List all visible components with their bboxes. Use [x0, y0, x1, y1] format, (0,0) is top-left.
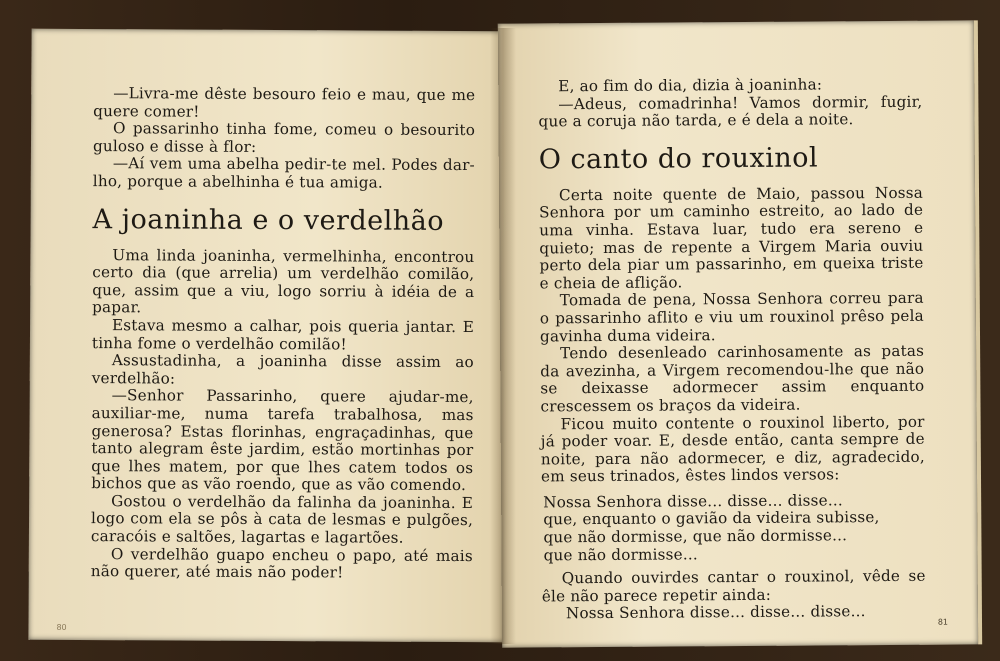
- paragraph: O verdelhão guapo encheu o papo, até mais não querer, até mais não poder!: [90, 544, 473, 582]
- paragraph: Quando ouvirdes cantar o rouxinol, vêde se êle não parece repetir ainda:: [541, 566, 926, 606]
- story-title: O canto do rouxinol: [538, 142, 819, 176]
- paragraph: O passarinho tinha fome, comeu o besourito guloso e disse à flor:: [92, 119, 476, 156]
- verse-line: Nossa Senhora disse... disse... disse...: [543, 491, 843, 512]
- page-number: 80: [56, 622, 67, 632]
- paragraph: —Aí vem uma abelha pedir-te mel. Podes dar-lho, porque a abelhinha é tua amiga.: [92, 154, 475, 192]
- paragraph: Gostou o verdelhão da falinha da joaninha. E logo com ela se pôs à cata de lesmas e pulgões, caracóis e saltões, lagartas e lagartões.: [90, 492, 474, 547]
- paragraph: —Adeus, comadrinha! Vamos dormir, fugir, que a coruja não tarda, e é dela a noite.: [538, 92, 923, 131]
- verse-line: que não dormisse, que não dormisse...: [543, 526, 848, 547]
- left-page: [28, 29, 507, 642]
- paragraph: Tomada de pena, Nossa Senhora correu para o passarinho aflito e viu um rouxinol prêso pela gavinha duma videira.: [539, 289, 924, 345]
- left-page-text: [91, 85, 476, 583]
- paragraph: Estava mesmo a calhar, pois queria jantar. E tinha fome o verdelhão comilão!: [91, 316, 475, 353]
- verse-line: Nossa Senhora disse... disse... disse...: [565, 602, 866, 623]
- paragraph: Assustadinha, a joaninha disse assim ao verdelhão:: [91, 351, 474, 388]
- paragraph: —Livra-me dêste besouro feio e mau, que me quere comer!: [93, 84, 476, 121]
- paragraph: Ficou muito contente o rouxinol liberto, por já poder voar. E, desde então, canta sempre de noite, para não adormecer, e diz, agradecido, em seus trinados, êstes lindos versos:: [540, 412, 925, 486]
- paragraph: E, ao fim do dia, dizia à joaninha:: [558, 75, 823, 96]
- page-number: 81: [937, 617, 949, 627]
- verse-line: que, enquanto o gavião da videira subisse,: [543, 508, 880, 529]
- paragraph: —Senhor Passarinho, quere ajudar-me, auxiliar-me, numa tarefa trabalhosa, mas generosa? Estas florinhas, engraçadinhas, que tanto alegram êste jardim, estão mortinhas por que lhes matem, por que lhes catem todos os bichos que as vão roendo, que as vão comendo.: [91, 386, 474, 495]
- paragraph: Tendo desenleado carinhosamente as patas da avezinha, a Virgem recomendou-lhe que não se deixasse adormecer assim enquanto crescessem os braços da videira.: [540, 341, 925, 416]
- paragraph: Certa noite quente de Maio, passou Nossa Senhora por um caminho estreito, ao lado de uma vinha. Estava luar, tudo era sereno e quieto; mas de repente a Virgem Maria ouviu perto dela piar um passarinho, em queixa triste e cheia de aflição.: [539, 183, 924, 293]
- verse-line: que não dormisse...: [543, 544, 698, 565]
- story-title: A joaninha e o verdelhão: [92, 203, 445, 237]
- paragraph: Uma linda joaninha, vermelhinha, encontrou certo dia (que arrelia) um verdelhão comilão, que, assim que a viu, logo sorriu à idéia de a papar.: [92, 245, 475, 317]
- right-page: [498, 20, 982, 647]
- right-page-text: [538, 76, 926, 624]
- book-gutter: [490, 28, 516, 644]
